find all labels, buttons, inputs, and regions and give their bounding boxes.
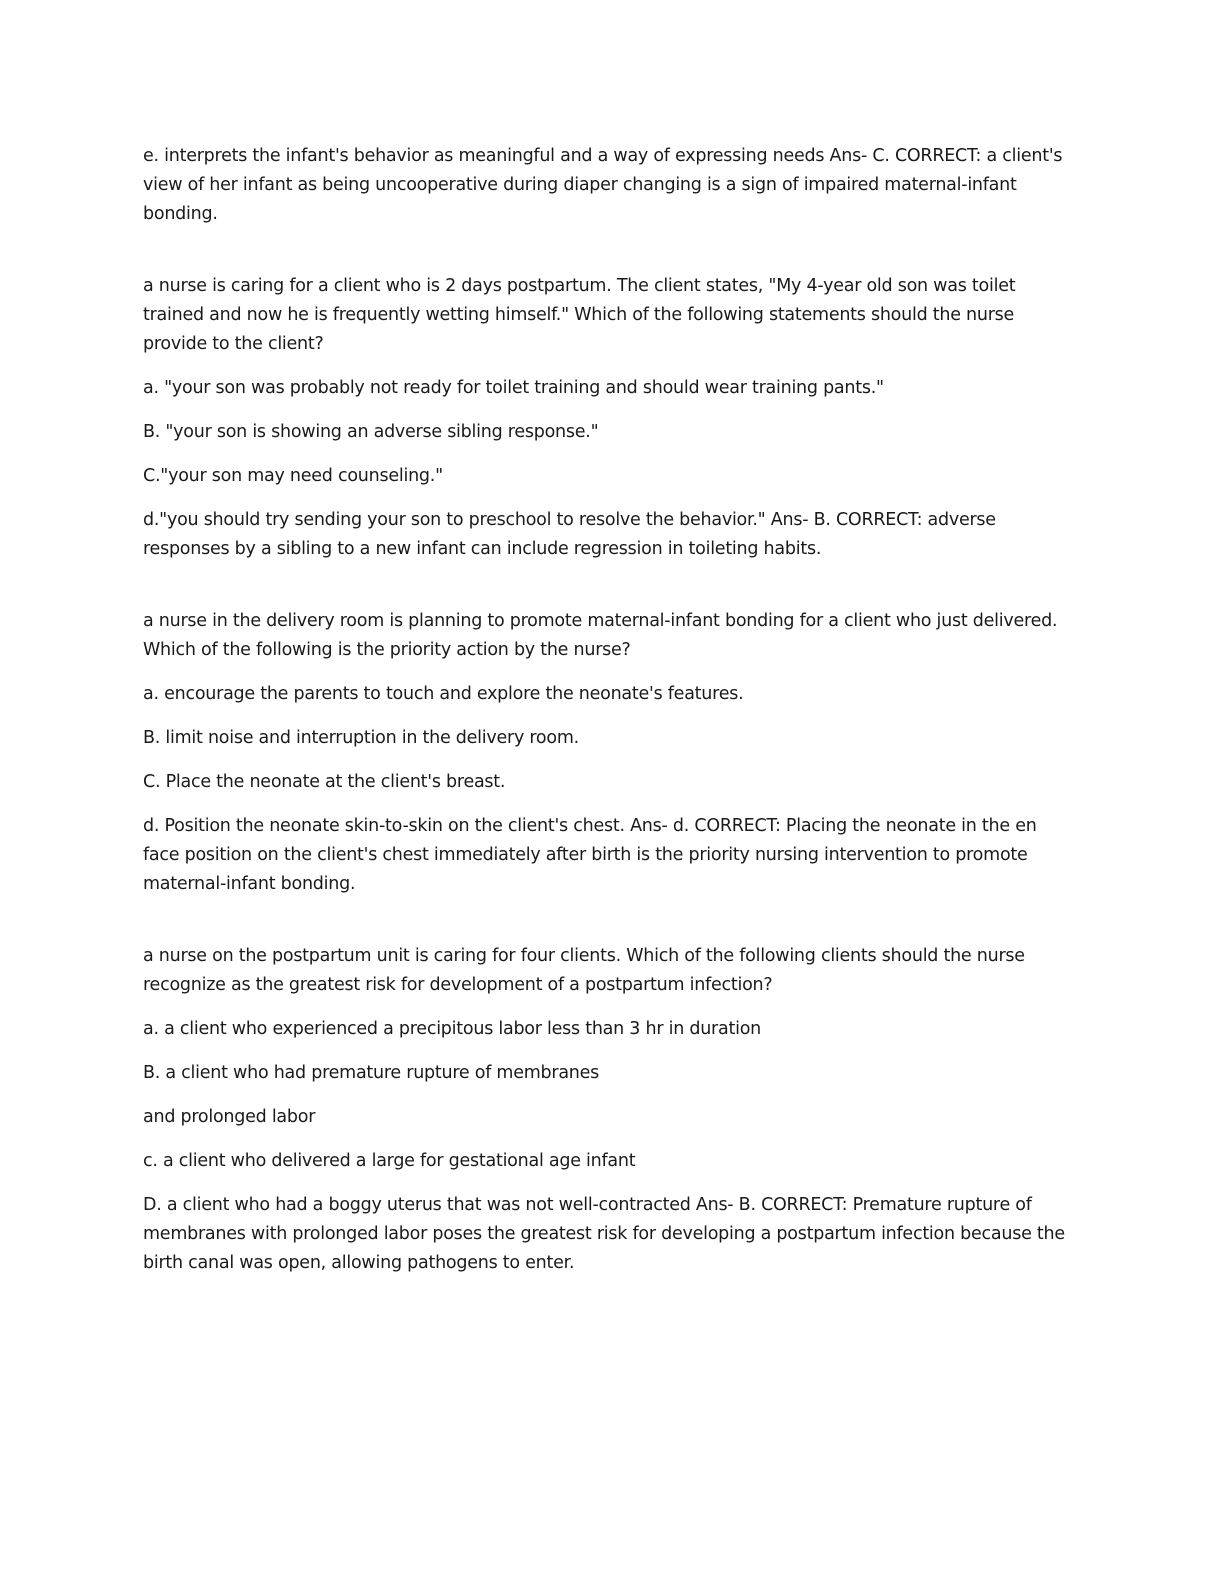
answer-option: d."you should try sending your son to preschool to resolve the behavior." Ans- B. CORRECT: adverse responses by a sibling to a new infant can include regression in toileting habits. — [143, 510, 996, 559]
answer-option: B. limit noise and interruption in the delivery room. — [143, 728, 579, 748]
answer-option: C. Place the neonate at the client's breast. — [143, 772, 506, 792]
question-stem: a nurse on the postpartum unit is caring for four clients. Which of the following clients should the nurse recognize as the greatest risk for development of a postpartum infection? — [143, 946, 1025, 995]
answer-option: B. a client who had premature rupture of membranes — [143, 1063, 600, 1083]
page-content — [143, 142, 1078, 1293]
answer-option: a. "your son was probably not ready for toilet training and should wear training pants." — [143, 378, 884, 398]
answer-option: C."your son may need counseling." — [143, 466, 443, 486]
answer-option: a. encourage the parents to touch and explore the neonate's features. — [143, 684, 744, 704]
question-stem: a nurse in the delivery room is planning to promote maternal-infant bonding for a client who just delivered. Which of the following is the priority action by the nurse? — [143, 611, 1058, 660]
answer-option: B. "your son is showing an adverse sibling response." — [143, 422, 599, 442]
question-stem: a nurse is caring for a client who is 2 days postpartum. The client states, "My 4-year old son was toilet trained and now he is frequently wetting himself." Which of the following statements should the nurse provide to the client? — [143, 276, 1016, 354]
answer-option-continuation: and prolonged labor — [143, 1107, 316, 1127]
answer-paragraph: e. interprets the infant's behavior as meaningful and a way of expressing needs Ans- C. CORRECT: a client's view of her infant as being uncooperative during diaper changing is a sign of impaired maternal-infant bonding. — [143, 146, 1063, 224]
answer-option: d. Position the neonate skin-to-skin on the client's chest. Ans- d. CORRECT: Placing the neonate in the en face position on the client's chest immediately after birth is the priority nursing intervention to promote maternal-infant bonding. — [143, 816, 1037, 894]
answer-option: c. a client who delivered a large for gestational age infant — [143, 1151, 636, 1171]
answer-option: a. a client who experienced a precipitous labor less than 3 hr in duration — [143, 1019, 761, 1039]
answer-option: D. a client who had a boggy uterus that was not well-contracted Ans- B. CORRECT: Premature rupture of membranes with prolonged labor poses the greatest risk for developing a postpartum infection because the birth canal was open, allowing pathogens to enter. — [143, 1195, 1065, 1273]
